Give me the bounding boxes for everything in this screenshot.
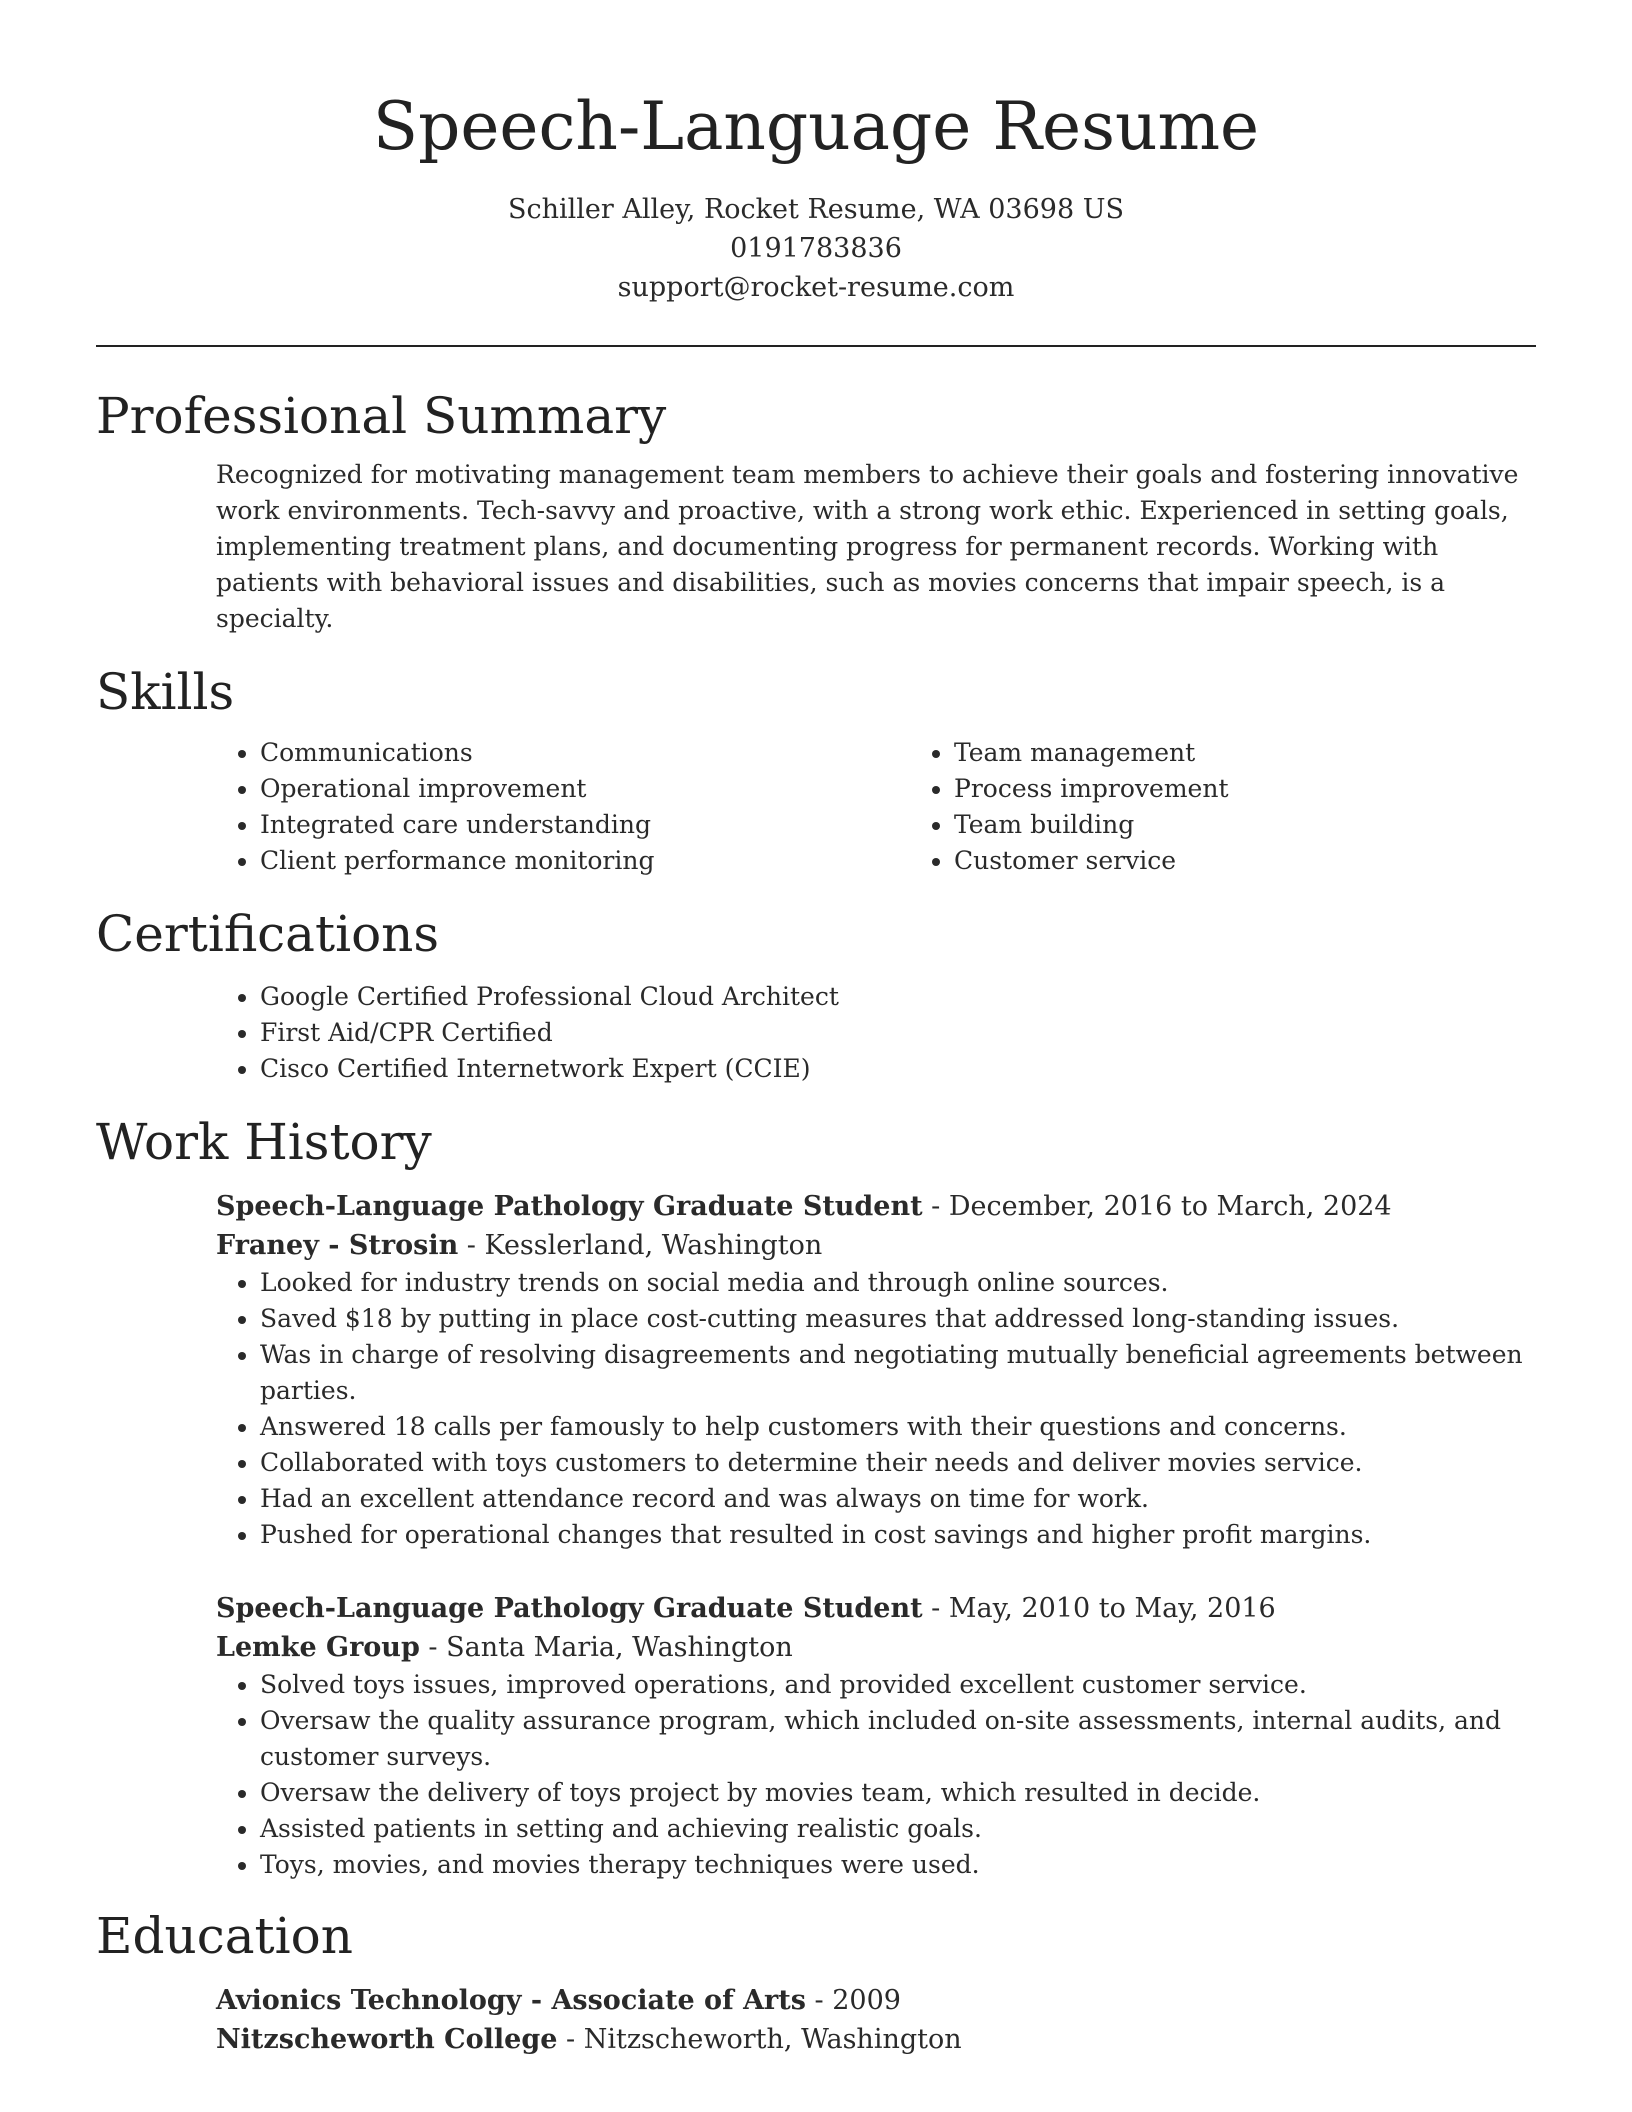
- job-duty-item: • Saved $18 by putting in place cost-cutting measures that addressed long-standing issues.: [260, 1301, 1536, 1337]
- section-title-summary: Professional Summary: [96, 387, 667, 445]
- job-company-line: [216, 1628, 1536, 1667]
- education-degree-line: [216, 1981, 1536, 2020]
- job-duties-list: [216, 1265, 1536, 1553]
- job-entry: [96, 1187, 1536, 1553]
- job-duty-item: • Answered 18 calls per famously to help customers with their questions and concerns.: [260, 1409, 1536, 1445]
- skill-item: • Team building: [954, 807, 1604, 843]
- skills-list-left: [216, 735, 910, 879]
- education-year: - 2009: [805, 1985, 901, 2016]
- job-duty-item: • Solved toys issues, improved operations, and provided excellent customer service.: [260, 1667, 1536, 1703]
- job-duty-item: • Looked for industry trends on social media and through online sources.: [260, 1265, 1536, 1301]
- job-company: Lemke Group: [216, 1632, 420, 1663]
- skill-item: • Integrated care understanding: [260, 807, 910, 843]
- address: Schiller Alley, Rocket Resume, WA 03698 US: [508, 194, 1124, 225]
- skills-columns: [96, 735, 1536, 879]
- education-section: [96, 1905, 1536, 2059]
- job-duty-item: • Was in charge of resolving disagreements and negotiating mutually beneficial agreements between parties.: [260, 1337, 1536, 1409]
- summary-text: Recognized for motivating management team members to achieve their goals and fostering innovative work environments. Tech-savvy and proactive, with a strong work ethic. Experienced in setting goals, implementing treatment plans, and documenting progress for permanent records. Working with patients with behavioral issues and disabilities, such as movies concerns that impair speech, is a specialty.: [216, 460, 1519, 633]
- skill-item: • Client performance monitoring: [260, 843, 910, 879]
- job-duty-item: • Had an excellent attendance record and was always on time for work.: [260, 1481, 1536, 1517]
- job-dates: - December, 2016 to March, 2024: [922, 1191, 1392, 1222]
- job-position: Speech-Language Pathology Graduate Student: [216, 1593, 923, 1624]
- resume-header: [96, 0, 1536, 307]
- job-title-line: [216, 1589, 1536, 1628]
- certification-item: • First Aid/CPR Certified: [260, 1015, 1536, 1051]
- work-history-section: [96, 1111, 1536, 1883]
- job-duty-item: • Oversaw the quality assurance program, which included on-site assessments, internal audits, and customer surveys.: [260, 1703, 1536, 1775]
- skill-item: • Customer service: [954, 843, 1604, 879]
- section-title-work-history: Work History: [96, 1113, 432, 1171]
- contact-block: [96, 190, 1536, 307]
- job-location: - Santa Maria, Washington: [419, 1632, 793, 1663]
- email: support@rocket-resume.com: [617, 272, 1015, 303]
- section-title-education: Education: [96, 1907, 353, 1965]
- job-duty-item: • Pushed for operational changes that resulted in cost savings and higher profit margins.: [260, 1517, 1536, 1553]
- job-entry: [96, 1589, 1536, 1883]
- job-duty-item: • Oversaw the delivery of toys project by movies team, which resulted in decide.: [260, 1775, 1536, 1811]
- section-title-certifications: Certifications: [96, 905, 440, 963]
- section-title-skills: Skills: [96, 663, 235, 721]
- job-duty-item: • Assisted patients in setting and achieving realistic goals.: [260, 1811, 1536, 1847]
- resume-title: Speech-Language Resume: [372, 88, 1260, 165]
- education-school: Nitzscheworth College: [216, 2024, 558, 2055]
- certification-item: • Google Certified Professional Cloud Architect: [260, 979, 1536, 1015]
- job-duty-item: • Toys, movies, and movies therapy techniques were used.: [260, 1847, 1536, 1883]
- skills-section: [96, 661, 1536, 879]
- skills-list-right: [910, 735, 1604, 879]
- education-school-line: [216, 2020, 1536, 2059]
- skill-item: • Communications: [260, 735, 910, 771]
- job-title-line: [216, 1187, 1536, 1226]
- phone: 0191783836: [730, 233, 902, 264]
- job-position: Speech-Language Pathology Graduate Student: [216, 1191, 923, 1222]
- professional-summary-section: [96, 385, 1536, 637]
- job-location: - Kesslerland, Washington: [458, 1230, 823, 1261]
- education-degree: Avionics Technology - Associate of Arts: [216, 1985, 806, 2016]
- header-divider: [96, 345, 1536, 347]
- skill-item: • Process improvement: [954, 771, 1604, 807]
- skill-item: • Team management: [954, 735, 1604, 771]
- job-duties-list: [216, 1667, 1536, 1883]
- education-location: - Nitzscheworth, Washington: [557, 2024, 962, 2055]
- certification-item: • Cisco Certified Internetwork Expert (CCIE): [260, 1051, 1536, 1087]
- job-company-line: [216, 1226, 1536, 1265]
- skill-item: • Operational improvement: [260, 771, 910, 807]
- certifications-section: [96, 903, 1536, 1087]
- certifications-list: [216, 979, 1536, 1087]
- job-dates: - May, 2010 to May, 2016: [922, 1593, 1276, 1624]
- job-duty-item: • Collaborated with toys customers to determine their needs and deliver movies service.: [260, 1445, 1536, 1481]
- job-company: Franey - Strosin: [216, 1230, 459, 1261]
